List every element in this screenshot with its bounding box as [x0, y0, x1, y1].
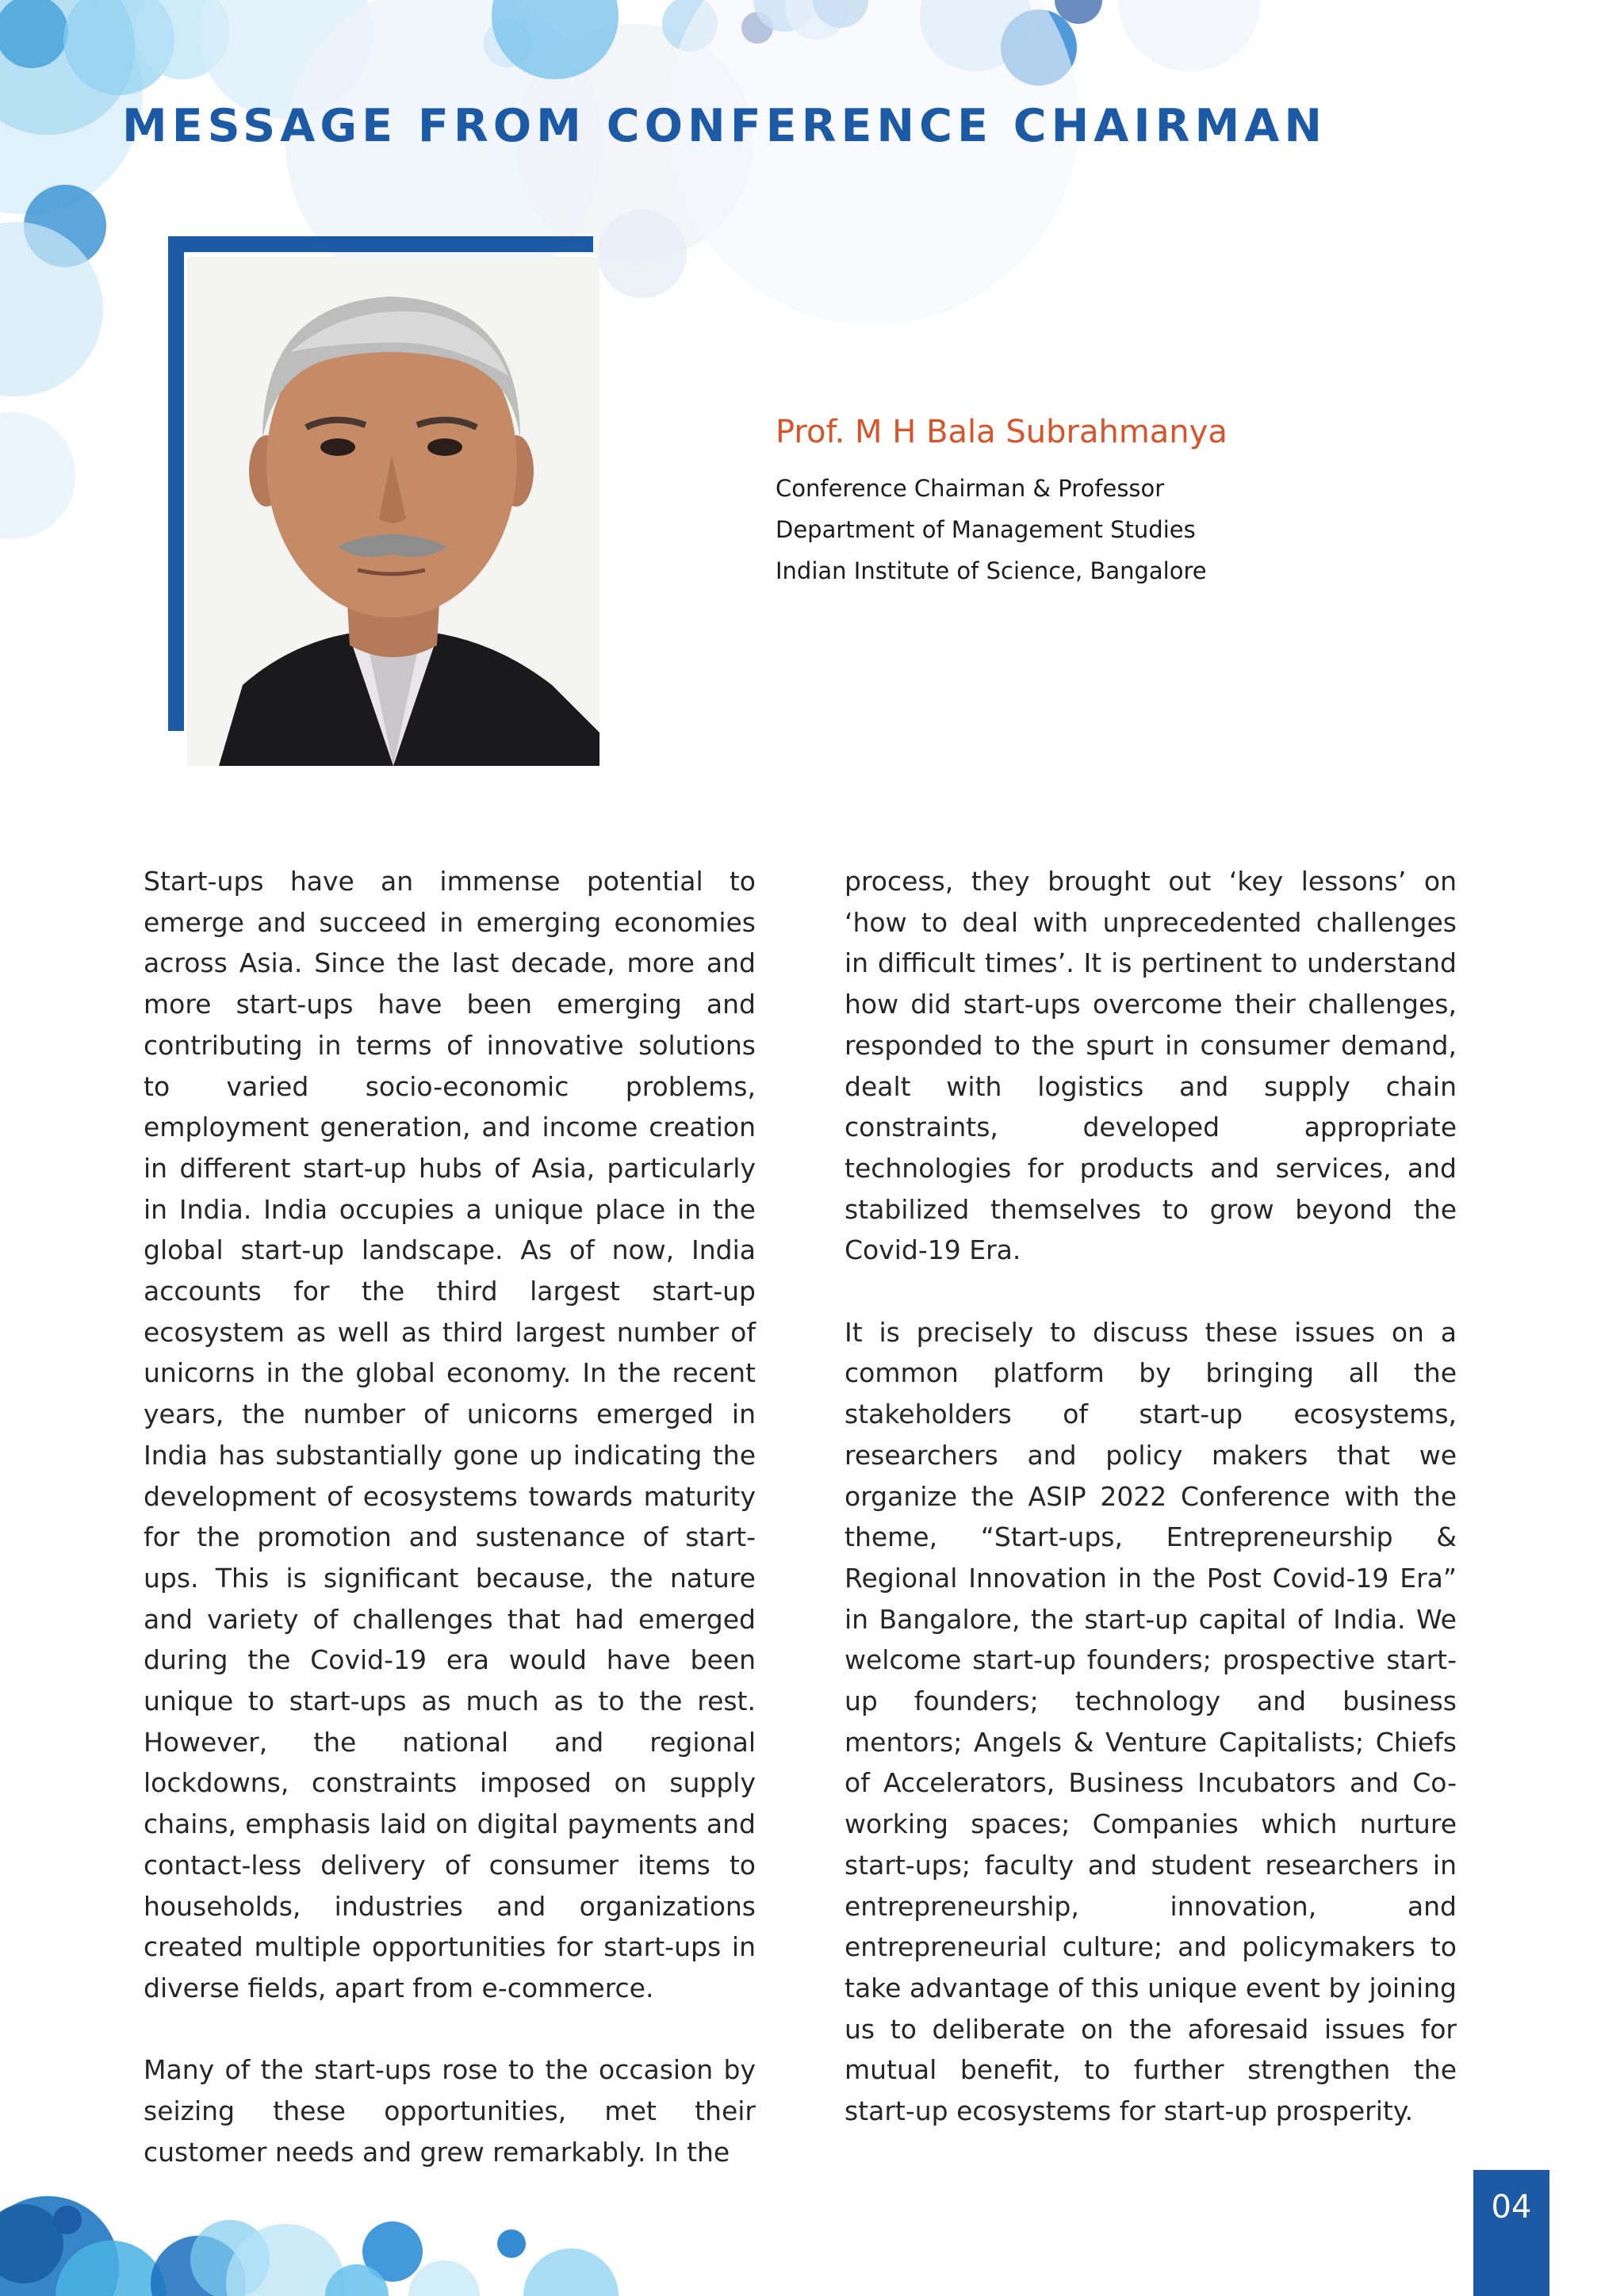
page-number: 04 — [1473, 2170, 1549, 2296]
photo-frame-top — [168, 236, 593, 252]
message-column-right — [845, 861, 1457, 2132]
chairman-profile — [776, 414, 1228, 591]
chairman-department: Department of Management Studies — [776, 516, 1196, 543]
page-title: MESSAGE FROM CONFERENCE CHAIRMAN — [122, 100, 1327, 152]
photo-frame-left — [168, 236, 184, 731]
portrait-icon — [187, 257, 599, 766]
message-paragraph: Start-ups have an immense potential to emerge and succeed in emerging economies across Asia. Since the last decade, more and more start-ups have been emerging and contributing in terms of innovative solutions to varied socio-economic problems, employment generation, and income creation in different start-up hubs of Asia, particularly in India. India occupies a unique place in the global start-up landscape. As of now, India accounts for the third largest start-up ecosystem as well as third largest number of unicorns in the global economy. In the recent years, the number of unicorns emerged in India has substantially gone up indicating the development of ecosystems towards maturity for the promotion and sustenance of start-ups. This is significant because, the nature and variety of challenges that had emerged during the Covid-19 era would have been unique to start-ups as much as to the rest. However, the national and regional lockdowns, constraints imposed on supply chains, emphasis laid on digital payments and contact-less delivery of consumer items to households, industries and organizations created multiple opportunities for start-ups in diverse fields, apart from e-commerce. — [144, 866, 756, 2003]
message-column-left — [144, 861, 756, 2172]
portrait-photo — [187, 257, 599, 766]
chairman-name: Prof. M H Bala Subrahmanya — [776, 414, 1228, 450]
chairman-institution: Indian Institute of Science, Bangalore — [776, 557, 1207, 584]
message-paragraph: It is precisely to discuss these issues on a common platform by bringing all the stakeholders of start-up ecosystems, researchers and policy makers that we organize the ASIP 2022 Conference with the theme, “Start-ups, Entrepreneurship & Regional Innovation in the Post Covid-19 Era” in Bangalore, the start-up capital of India. We welcome start-up founders; prospective start-up founders; technology and business mentors; Angels & Venture Capitalists; Chiefs of Accelerators, Business Incubators and Co-working spaces; Companies which nurture start-ups; faculty and student researchers in entrepreneurship, innovation, and entrepreneurial culture; and policymakers to take advantage of this unique event by joining us to deliberate on the aforesaid issues for mutual benefit, to further strengthen the start-up ecosystems for start-up prosperity. — [845, 1316, 1457, 2127]
chairman-role: Conference Chairman & Professor — [776, 475, 1165, 502]
message-paragraph: process, they brought out ‘key lessons’ on ‘how to deal with unprecedented challenges in difficult times’. It is pertinent to understand how did start-ups overcome their challenges, responded to the spurt in consumer demand, dealt with logistics and supply chain constraints, developed appropriate technologies for products and services, and stabilized themselves to grow beyond the Covid-19 Era. — [845, 866, 1457, 1266]
message-paragraph: Many of the start-ups rose to the occasion by seizing these opportunities, met their customer needs and grew remarkably. In the — [144, 2054, 756, 2168]
